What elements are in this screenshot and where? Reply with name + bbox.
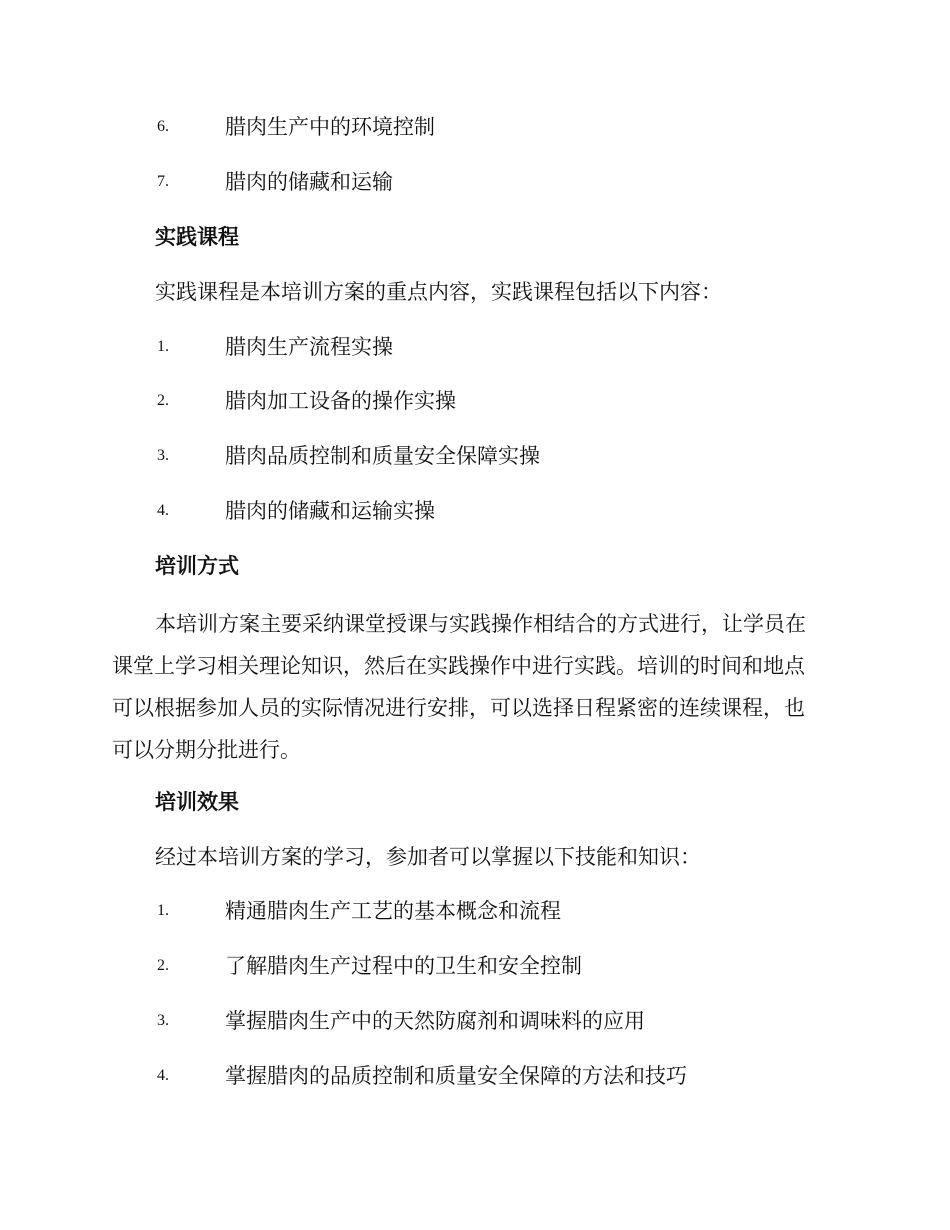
list-item bbox=[0, 896, 950, 936]
list-text: 掌握腊肉的品质控制和质量安全保障的方法和技巧 bbox=[225, 1064, 687, 1088]
paragraph-line: 本培训方案主要采纳课堂授课与实践操作相结合的方式进行，让学员在 bbox=[155, 612, 806, 636]
list-number: 1. bbox=[157, 338, 169, 355]
list-text: 精通腊肉生产工艺的基本概念和流程 bbox=[225, 899, 561, 923]
list-item bbox=[0, 167, 950, 207]
list-text: 腊肉的储藏和运输实操 bbox=[225, 499, 435, 523]
list-item bbox=[0, 1006, 950, 1046]
list-item bbox=[0, 332, 950, 372]
list-item bbox=[0, 1061, 950, 1101]
list-item bbox=[0, 951, 950, 991]
list-item bbox=[0, 386, 950, 426]
method-paragraph bbox=[112, 603, 832, 771]
list-number: 2. bbox=[157, 957, 169, 974]
list-text: 了解腊肉生产过程中的卫生和安全控制 bbox=[225, 954, 582, 978]
list-number: 6. bbox=[157, 118, 169, 135]
paragraph-line: 可以分期分批进行。 bbox=[112, 738, 301, 762]
list-text: 腊肉加工设备的操作实操 bbox=[225, 389, 456, 413]
list-number: 4. bbox=[157, 502, 169, 519]
list-text: 腊肉的储藏和运输 bbox=[225, 170, 393, 194]
section-intro-practice: 实践课程是本培训方案的重点内容，实践课程包括以下内容： bbox=[155, 280, 722, 304]
paragraph-line: 可以根据参加人员的实际情况进行安排，可以选择日程紧密的连续课程，也 bbox=[112, 696, 805, 720]
list-text: 掌握腊肉生产中的天然防腐剂和调味料的应用 bbox=[225, 1009, 645, 1033]
list-text: 腊肉生产流程实操 bbox=[225, 335, 393, 359]
list-text: 腊肉生产中的环境控制 bbox=[225, 115, 435, 139]
list-item bbox=[0, 112, 950, 152]
list-text: 腊肉品质控制和质量安全保障实操 bbox=[225, 444, 540, 468]
list-number: 2. bbox=[157, 392, 169, 409]
list-number: 3. bbox=[157, 1012, 169, 1029]
list-number: 7. bbox=[157, 173, 169, 190]
list-item bbox=[0, 441, 950, 481]
section-heading-method: 培训方式 bbox=[155, 553, 239, 578]
list-number: 3. bbox=[157, 447, 169, 464]
list-item bbox=[0, 496, 950, 536]
paragraph-line: 课堂上学习相关理论知识，然后在实践操作中进行实践。培训的时间和地点 bbox=[112, 654, 805, 678]
list-number: 4. bbox=[157, 1067, 169, 1084]
section-intro-effect: 经过本培训方案的学习，参加者可以掌握以下技能和知识： bbox=[155, 845, 701, 869]
list-number: 1. bbox=[157, 902, 169, 919]
section-heading-practice: 实践课程 bbox=[155, 224, 239, 249]
section-heading-effect: 培训效果 bbox=[155, 789, 239, 814]
